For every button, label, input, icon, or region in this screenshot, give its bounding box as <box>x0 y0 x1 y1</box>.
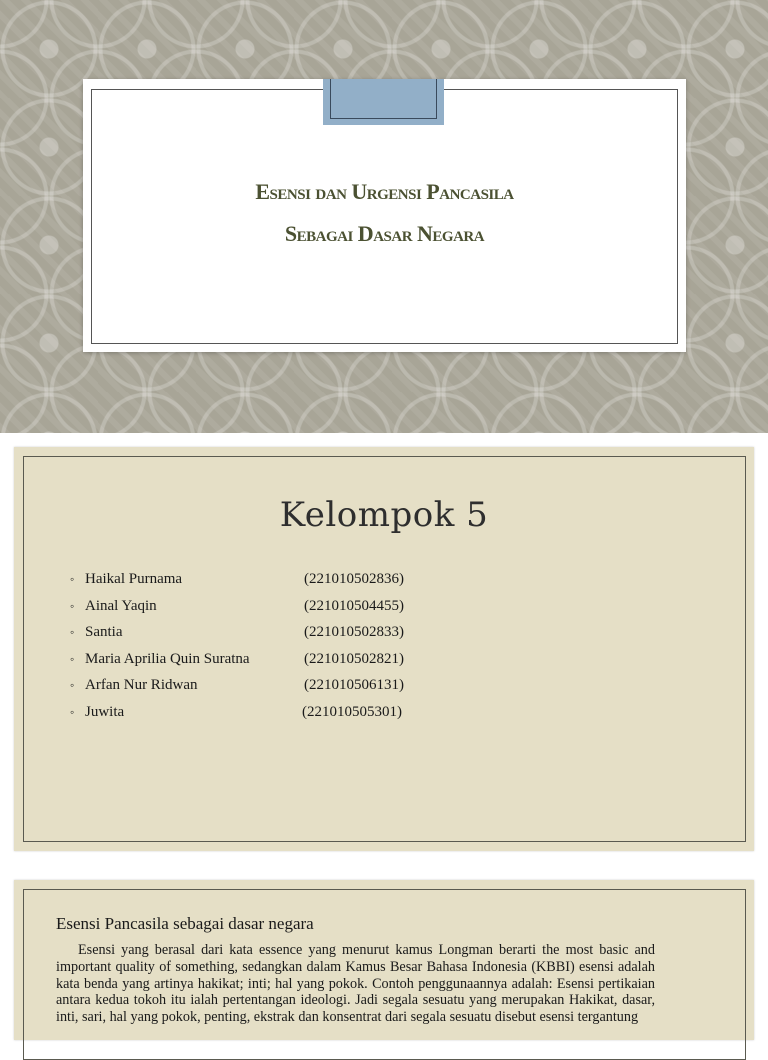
list-item <box>70 596 490 623</box>
member-nim: (221010502833) <box>304 624 404 640</box>
slide-title <box>83 179 686 263</box>
member-name: Ainal Yaqin <box>85 597 157 614</box>
member-nim: (221010504455) <box>304 597 404 614</box>
bullet-icon: ◦ <box>70 651 75 666</box>
member-nim: (221010502836) <box>304 571 404 587</box>
member-nim: (221010502821) <box>304 650 404 667</box>
title-slide <box>0 0 768 433</box>
slide-title-line2: Sebagai Dasar Negara <box>284 221 485 246</box>
section-heading: Esensi Pancasila sebagai dasar negara <box>56 914 314 933</box>
member-list <box>70 569 490 728</box>
list-item <box>70 702 490 729</box>
member-name: Haikal Purnama <box>85 571 183 587</box>
bullet-icon: ◦ <box>70 572 75 586</box>
member-name: Juwita <box>85 703 125 720</box>
member-name: Santia <box>85 624 123 640</box>
member-name: Maria Aprilia Quin Suratna <box>85 650 250 667</box>
member-nim: (221010505301) <box>302 703 402 720</box>
list-item <box>70 569 490 596</box>
bullet-icon: ◦ <box>70 704 75 719</box>
bullet-icon: ◦ <box>70 625 75 639</box>
bullet-icon: ◦ <box>70 598 75 613</box>
slide-title-line1: Esensi dan Urgensi Pancasila <box>255 179 514 204</box>
list-item <box>70 675 490 702</box>
list-item <box>70 622 490 649</box>
bullet-icon: ◦ <box>70 678 75 692</box>
group-heading: Kelompok 5 <box>279 495 489 535</box>
member-name: Arfan Nur Ridwan <box>85 677 198 693</box>
section-paragraph: Esensi yang berasal dari kata essence yang menurut kamus Longman berarti the most basic and important quality of something, sedangkan dalam Kamus Besar Bahasa Indonesia (KBBI) esensi adalah kata benda yang artinya hakikat; inti; hal yang pokok. Contoh penggunaannya adalah: Esensi pertikaian antara kedua tokoh itu ialah pertentangan ideologi. Jadi segala sesuatu yang merupakan Hakikat, dasar, inti, sari, hal yang pokok, penting, ekstrak dan konsentrat dari segala sesuatu disebut esensi tergantung <box>56 942 655 1026</box>
title-tab-frame <box>330 79 437 119</box>
title-tab-decoration <box>323 79 444 125</box>
list-item <box>70 649 490 676</box>
member-nim: (221010506131) <box>304 677 404 693</box>
content-slide <box>14 880 754 1040</box>
members-slide <box>14 447 754 851</box>
title-card <box>83 79 686 352</box>
